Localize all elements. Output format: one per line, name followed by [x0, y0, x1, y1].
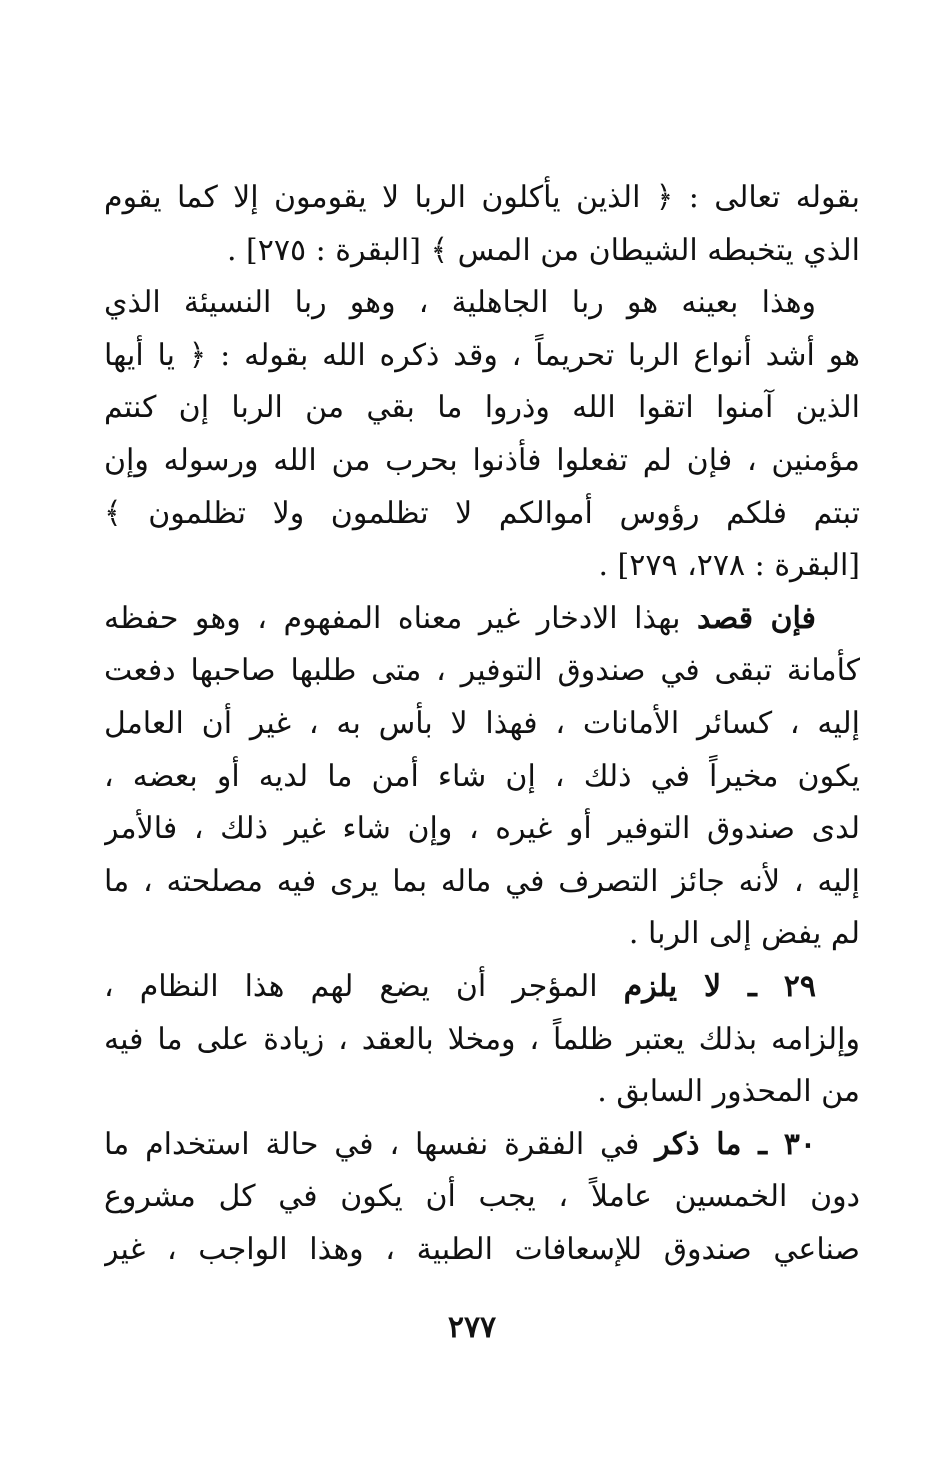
- paragraph-lead-rest: في الفقرة نفسها ، في حالة استخدام ما: [104, 1126, 640, 1162]
- text-line: هو أشد أنواع الربا تحريماً ، وقد ذكره الله بقوله : ﴿ يا أيها: [104, 337, 860, 373]
- text-line: [البقرة : ٢٧٨، ٢٧٩] .: [598, 548, 860, 584]
- text-line: وإلزامه بذلك يعتبر ظلماً ، ومخلا بالعقد ، زيادة على ما فيه: [104, 1021, 860, 1057]
- text-line: إليه ، لأنه جائز التصرف في ماله بما يرى فيه مصلحته ، ما: [104, 863, 860, 899]
- text-line: يكون مخيراً في ذلك ، إن شاء أمن ما لديه أو بعضه ،: [104, 758, 860, 794]
- text-line: كأمانة تبقى في صندوق التوفير ، متى طلبها صاحبها دفعت: [104, 653, 860, 689]
- text-line: من المحذور السابق .: [597, 1074, 860, 1110]
- paragraph-lead: فإن قصد: [696, 600, 816, 636]
- page-number: ٢٧٧: [447, 1310, 497, 1345]
- text-line: لم يفض إلى الربا .: [628, 916, 860, 952]
- text-line: الذين آمنوا اتقوا الله وذروا ما بقي من الربا إن كنتم: [104, 390, 860, 426]
- paragraph-lead-rest: بهذا الادخار غير معناه المفهوم ، وهو حفظه: [104, 600, 681, 636]
- text-line: بقوله تعالى : ﴿ الذين يأكلون الربا لا يقومون إلا كما يقوم: [104, 180, 860, 215]
- paragraph-first-line: [104, 593, 860, 646]
- section-30-lead: ٣٠ ـ ما ذكر: [655, 1126, 816, 1162]
- text-line: دون الخمسين عاملاً ، يجب أن يكون في كل مشروع: [104, 1179, 860, 1215]
- text-line: صناعي صندوق للإسعافات الطبية ، وهذا الواجب ، غير: [104, 1231, 860, 1267]
- text-line: الذي يتخبطه الشيطان من المس ﴾ [البقرة : ٢٧٥] .: [226, 232, 860, 268]
- page-body: [104, 172, 860, 1276]
- text-line: تبتم فلكم رؤوس أموالكم لا تظلمون ولا تظلمون ﴾: [104, 495, 860, 531]
- paragraph-lead-rest: المؤجر أن يضع لهم هذا النظام ،: [104, 968, 598, 1004]
- text-line: إليه ، كسائر الأمانات ، فهذا لا بأس به ، غير أن العامل: [104, 705, 860, 741]
- text-line: مؤمنين ، فإن لم تفعلوا فأذنوا بحرب من الله ورسوله وإن: [104, 442, 860, 478]
- section-29-lead: ٢٩ ـ لا يلزم: [623, 968, 817, 1004]
- text-line: وهذا بعينه هو ربا الجاهلية ، وهو ربا النسيئة الذي: [104, 285, 816, 321]
- paragraph-first-line: [104, 1119, 860, 1172]
- text-line: لدى صندوق التوفير أو غيره ، وإن شاء غير ذلك ، فالأمر: [104, 811, 860, 847]
- paragraph-first-line: [104, 961, 860, 1014]
